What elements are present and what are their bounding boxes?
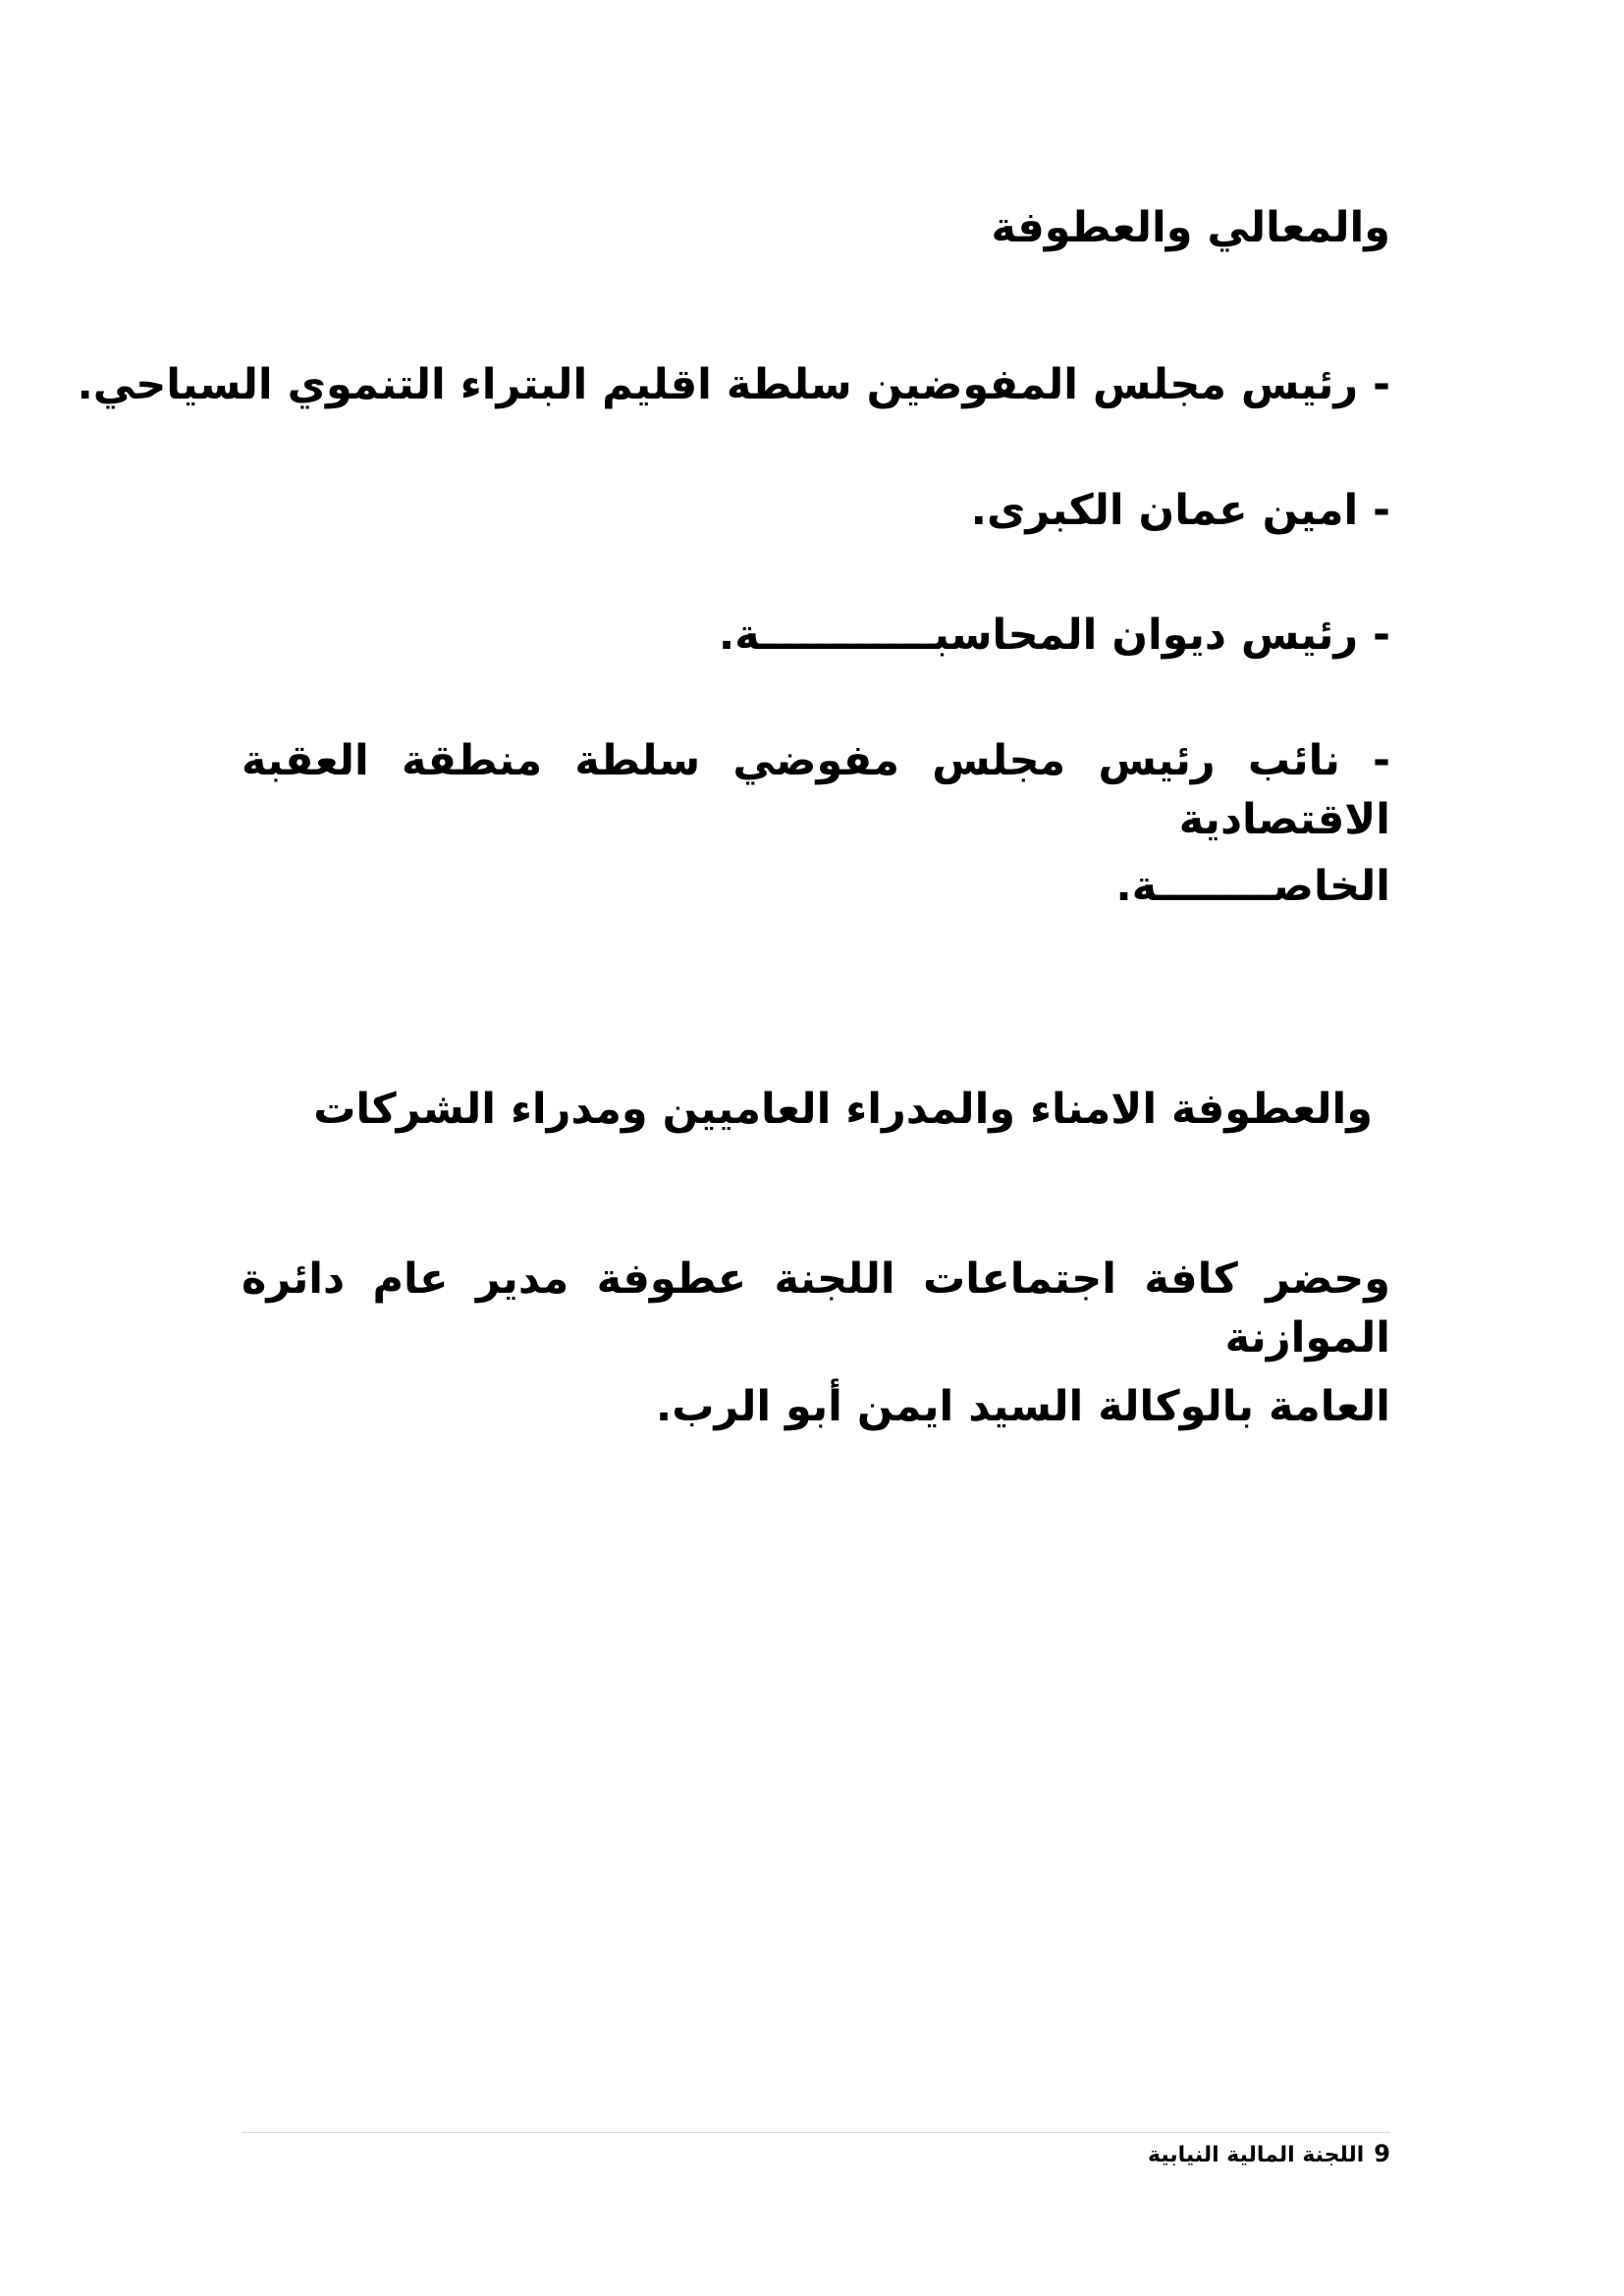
- list-item-aqaba-authority-line2: الخاصــــــــة.: [1115, 862, 1390, 911]
- attendance-paragraph-line2: العامة بالوكالة السيد ايمن أبو الرب.: [655, 1382, 1390, 1431]
- section-heading-excellencies: والمعالي والعطوفة: [991, 203, 1390, 252]
- footer-divider: [242, 2132, 1390, 2133]
- list-item-aqaba-authority-line1: - نائب رئيس مجلس مفوضي سلطة منطقة العقبة الاقتصادية: [242, 736, 1390, 844]
- footer-title: اللجنة المالية النيابية: [1148, 2143, 1365, 2167]
- list-item-petra-authority: - رئيس مجلس المفوضين سلطة اقليم البتراء التنموي السياحي.: [77, 360, 1390, 409]
- section-heading-secretaries: والعطوفة الامناء والمدراء العاميين ومدراء الشركات: [313, 1085, 1373, 1134]
- list-item-audit-bureau: - رئيس ديوان المحاسبــــــــــــة.: [718, 611, 1390, 660]
- page-footer: [1148, 2138, 1390, 2171]
- page-number: 9: [1374, 2140, 1390, 2167]
- list-item-amman-mayor: - امين عمان الكبرى.: [970, 486, 1390, 535]
- attendance-paragraph-line1: وحضر كافة اجتماعات اللجنة عطوفة مدير عام دائرة الموازنة: [242, 1255, 1390, 1362]
